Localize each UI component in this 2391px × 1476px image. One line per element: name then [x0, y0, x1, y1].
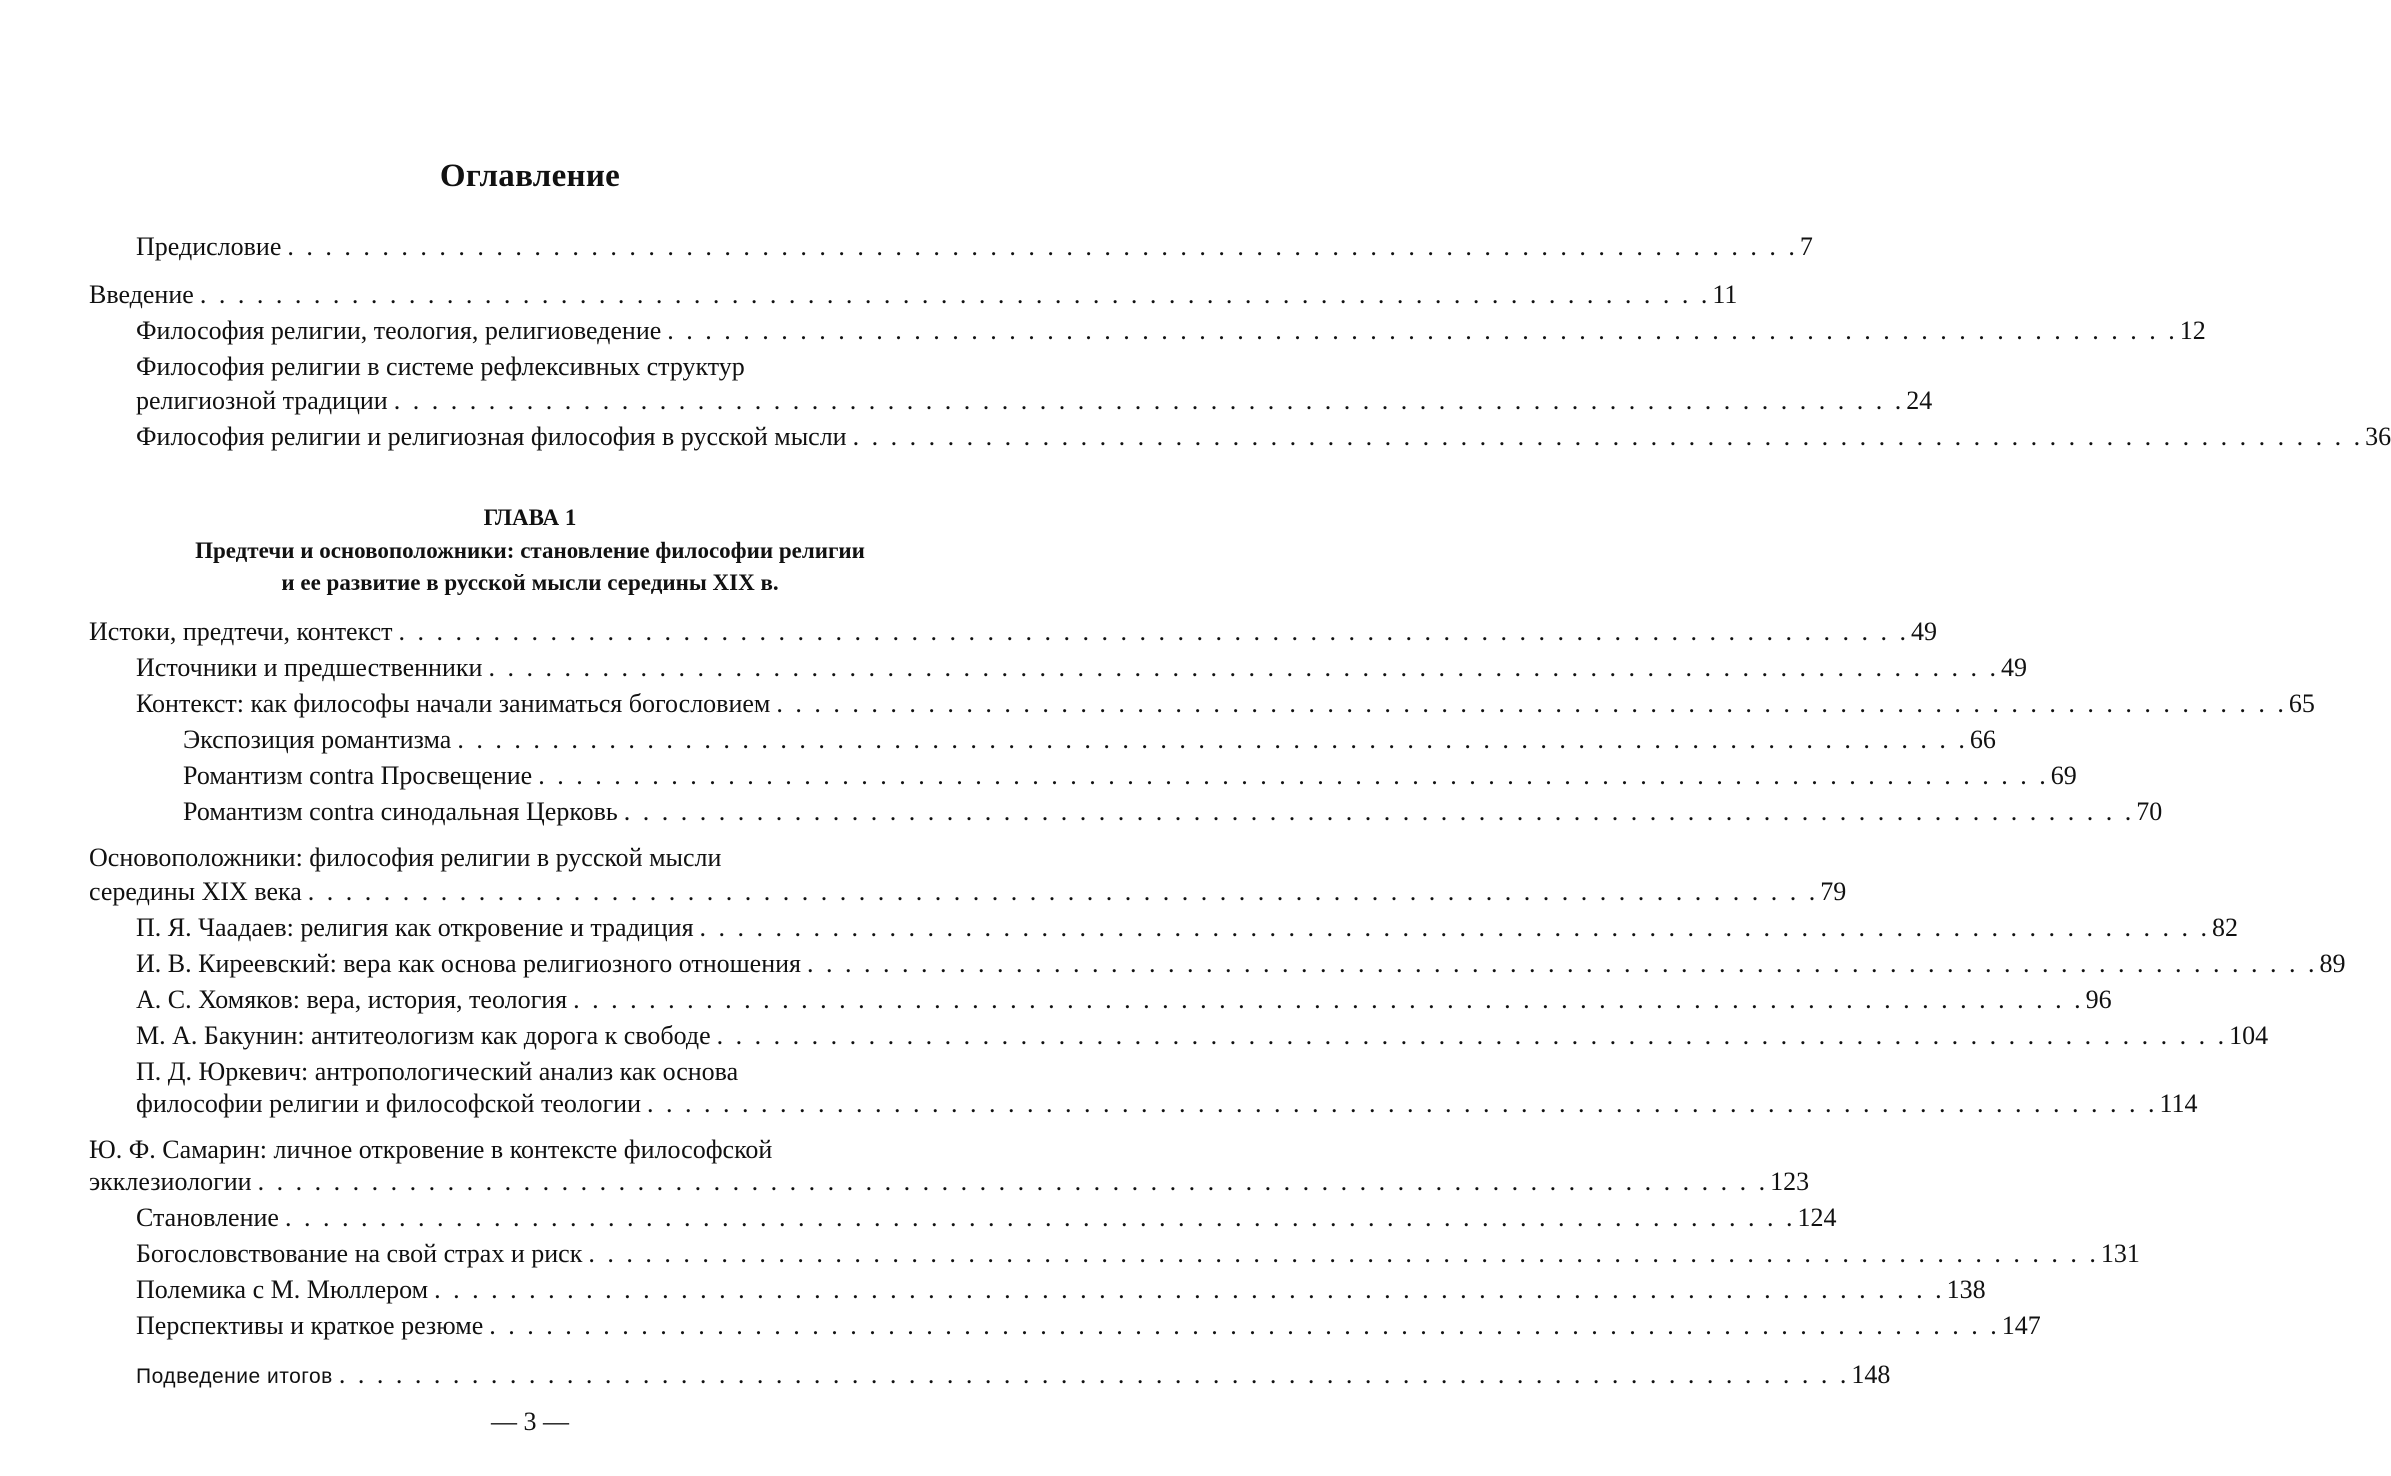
leader-dots: . . . . . . . . . . . . . . . . . . . . . . . . . . . . . . . . . . . . . . . . . . . . . . . . . . . . . . . . . . . . . . . . . . . . . . . . . . . . . . . . [667, 316, 2178, 345]
leader-dots: . . . . . . . . . . . . . . . . . . . . . . . . . . . . . . . . . . . . . . . . . . . . . . . . . . . . . . . . . . . . . . . . . . . . . . . . . . . . . . . . [284, 1203, 1796, 1232]
toc-entry-title: Философия религии, теология, религиоведение [136, 316, 662, 345]
toc-entry-page: 138 [1946, 1275, 1986, 1304]
toc-entry-title-line1[interactable]: Основоположники: философия религии в русской мысли [89, 843, 722, 872]
leader-dots: . . . . . . . . . . . . . . . . . . . . . . . . . . . . . . . . . . . . . . . . . . . . . . . . . . . . . . . . . . . . . . . . . . . . . . . . . . . . . . . . [647, 1089, 2158, 1118]
toc-entry[interactable] [136, 1309, 2041, 1343]
leader-dots: . . . . . . . . . . . . . . . . . . . . . . . . . . . . . . . . . . . . . . . . . . . . . . . . . . . . . . . . . . . . . . . . . . . . . . . . . . . . . . . . [699, 913, 2211, 942]
toc-entry[interactable] [136, 1201, 1837, 1235]
toc-entry-page: 24 [1906, 386, 1933, 415]
toc-entry-title: Предисловие [136, 232, 282, 261]
toc-entry[interactable] [183, 795, 2163, 829]
toc-entry[interactable] [136, 651, 2027, 685]
leader-dots: . . . . . . . . . . . . . . . . . . . . . . . . . . . . . . . . . . . . . . . . . . . . . . . . . . . . . . . . . . . . . . . . . . . . . . . . . . . . . . . . [393, 386, 1905, 415]
toc-entry-page: 69 [2050, 761, 2077, 790]
leader-dots: . . . . . . . . . . . . . . . . . . . . . . . . . . . . . . . . . . . . . . . . . . . . . . . . . . . . . . . . . . . . . . . . . . . . . . . . . . . . . . . . [538, 761, 2049, 790]
page-title: Оглавление [439, 158, 621, 194]
toc-entry[interactable] [136, 911, 2239, 945]
toc-entry-title: религиозной традиции [136, 386, 388, 415]
toc-entry-page: 96 [2085, 985, 2112, 1014]
toc-entry-preface[interactable] [136, 230, 1813, 264]
toc-entry-page: 70 [2136, 797, 2163, 826]
toc-entry[interactable] [89, 615, 1937, 649]
toc-entry-title: Источники и предшественники [136, 653, 483, 682]
toc-entry-page: 147 [2001, 1311, 2041, 1340]
toc-entry-page: 49 [2000, 653, 2027, 682]
leader-dots: . . . . . . . . . . . . . . . . . . . . . . . . . . . . . . . . . . . . . . . . . . . . . . . . . . . . . . . . . . . . . . . . . . . . . . . . . . . . . . . . [716, 1021, 2228, 1050]
toc-entry[interactable] [136, 420, 2391, 454]
page-number: — 3 — [491, 1407, 569, 1436]
leader-dots: . . . . . . . . . . . . . . . . . . . . . . . . . . . . . . . . . . . . . . . . . . . . . . . . . . . . . . . . . . . . . . . . . . . . . . . . . . . . . . . . [257, 1167, 1769, 1196]
toc-entry-page: 89 [2319, 949, 2346, 978]
toc-entry[interactable] [89, 1165, 1810, 1199]
toc-entry-title: Подведение итогов [136, 1365, 333, 1388]
toc-entry-title: Введение [89, 280, 194, 309]
leader-dots: . . . . . . . . . . . . . . . . . . . . . . . . . . . . . . . . . . . . . . . . . . . . . . . . . . . . . . . . . . . . . . . . . . . . . . . . . . . . . . . . [199, 280, 1711, 309]
toc-entry-page: 7 [1799, 232, 1813, 261]
toc-entry[interactable] [136, 947, 2346, 981]
leader-dots: . . . . . . . . . . . . . . . . . . . . . . . . . . . . . . . . . . . . . . . . . . . . . . . . . . . . . . . . . . . . . . . . . . . . . . . . . . . . . . . . [457, 725, 1968, 754]
toc-entry[interactable] [136, 384, 1933, 418]
leader-dots: . . . . . . . . . . . . . . . . . . . . . . . . . . . . . . . . . . . . . . . . . . . . . . . . . . . . . . . . . . . . . . . . . . . . . . . . . . . . . . . . [623, 797, 2135, 826]
leader-dots: . . . . . . . . . . . . . . . . . . . . . . . . . . . . . . . . . . . . . . . . . . . . . . . . . . . . . . . . . . . . . . . . . . . . . . . . . . . . . . . . [488, 653, 1999, 682]
toc-entry-page: 49 [1910, 617, 1937, 646]
toc-entry[interactable] [183, 723, 1996, 757]
toc-entry-title: А. С. Хомяков: вера, история, теология [136, 985, 568, 1014]
toc-entry[interactable] [136, 687, 2315, 721]
leader-dots: . . . . . . . . . . . . . . . . . . . . . . . . . . . . . . . . . . . . . . . . . . . . . . . . . . . . . . . . . . . . . . . . . . . . . . . . . . . . . . . . [434, 1275, 1945, 1304]
toc-entry-title: Романтизм contra синодальная Церковь [183, 797, 618, 826]
toc-entry[interactable] [136, 1273, 1986, 1307]
toc-entry-title: Истоки, предтечи, контекст [89, 617, 393, 646]
toc-entry[interactable] [136, 1237, 2140, 1271]
toc-entry-page: 66 [1969, 725, 1996, 754]
toc-entry-title-line1[interactable]: Ю. Ф. Самарин: личное откровение в контексте философской [89, 1135, 773, 1164]
toc-entry-page: 11 [1712, 280, 1738, 309]
toc-entry-page: 131 [2100, 1239, 2140, 1268]
toc-entry-title: Полемика с М. Мюллером [136, 1275, 429, 1304]
toc-entry-page: 36 [2365, 422, 2391, 451]
toc-entry-title: Богословствование на свой страх и риск [136, 1239, 583, 1268]
toc-entry[interactable] [136, 1087, 2198, 1121]
leader-dots: . . . . . . . . . . . . . . . . . . . . . . . . . . . . . . . . . . . . . . . . . . . . . . . . . . . . . . . . . . . . . . . . . . . . . . . . . . . . . . . . [573, 985, 2084, 1014]
leader-dots: . . . . . . . . . . . . . . . . . . . . . . . . . . . . . . . . . . . . . . . . . . . . . . . . . . . . . . . . . . . . . . . . . . . . . . . . . . . . . . . . [806, 949, 2318, 978]
toc-entry-title-line1[interactable]: П. Д. Юркевич: антропологический анализ как основа [136, 1057, 739, 1086]
toc-entry[interactable] [183, 759, 2077, 793]
toc-entry-title: Контекст: как философы начали заниматься богословием [136, 689, 771, 718]
toc-entry-page: 148 [1851, 1360, 1891, 1389]
toc-entry[interactable] [89, 875, 1847, 909]
leader-dots: . . . . . . . . . . . . . . . . . . . . . . . . . . . . . . . . . . . . . . . . . . . . . . . . . . . . . . . . . . . . . . . . . . . . . . . . . . . . . . . . [852, 422, 2364, 451]
chapter-label: ГЛАВА 1 [483, 505, 577, 530]
leader-dots: . . . . . . . . . . . . . . . . . . . . . . . . . . . . . . . . . . . . . . . . . . . . . . . . . . . . . . . . . . . . . . . . . . . . . . . . . . . . . . . . [307, 877, 1819, 906]
chapter-heading-line1: Предтечи и основоположники: становление философии религии [195, 538, 865, 563]
toc-entry-title: М. А. Бакунин: антитеологизм как дорога к свободе [136, 1021, 711, 1050]
toc-entry-page: 123 [1770, 1167, 1810, 1196]
leader-dots: . . . . . . . . . . . . . . . . . . . . . . . . . . . . . . . . . . . . . . . . . . . . . . . . . . . . . . . . . . . . . . . . . . . . . . . . . . . . . . . . [489, 1311, 2000, 1340]
toc-entry-title: середины XIX века [89, 877, 302, 906]
toc-entry-title: Становление [136, 1203, 279, 1232]
toc-entry-title: философии религии и философской теологии [136, 1089, 641, 1118]
toc-entry-page: 124 [1797, 1203, 1837, 1232]
toc-entry-page: 114 [2159, 1089, 2198, 1118]
toc-entry-page: 12 [2179, 316, 2206, 345]
toc-entry-title-line1[interactable]: Философия религии в системе рефлексивных структур [136, 352, 745, 381]
toc-entry-title: Экспозиция романтизма [183, 725, 452, 754]
toc-entry-title: П. Я. Чаадаев: религия как откровение и традиция [136, 913, 694, 942]
toc-entry-page: 79 [1820, 877, 1847, 906]
leader-dots: . . . . . . . . . . . . . . . . . . . . . . . . . . . . . . . . . . . . . . . . . . . . . . . . . . . . . . . . . . . . . . . . . . . . . . . . . . . . . . . . [338, 1360, 1850, 1389]
toc-entry-title: Романтизм contra Просвещение [183, 761, 533, 790]
toc-entry-introduction[interactable] [89, 278, 1738, 312]
toc-entry-title: экклезиологии [89, 1167, 252, 1196]
toc-entry[interactable] [136, 1019, 2269, 1053]
toc-entry-page: 82 [2212, 913, 2239, 942]
leader-dots: . . . . . . . . . . . . . . . . . . . . . . . . . . . . . . . . . . . . . . . . . . . . . . . . . . . . . . . . . . . . . . . . . . . . . . . . . . . . . . . . [398, 617, 1909, 646]
toc-entry-title: И. В. Киреевский: вера как основа религиозного отношения [136, 949, 801, 978]
toc-entry[interactable] [136, 983, 2112, 1017]
toc-entry-title: Философия религии и религиозная философия в русской мысли [136, 422, 847, 451]
toc-entry[interactable] [136, 314, 2206, 348]
chapter-heading-line2: и ее развитие в русской мысли середины XIX в. [281, 570, 779, 595]
toc-entry-title: Перспективы и краткое резюме [136, 1311, 484, 1340]
toc-entry-page: 65 [2288, 689, 2315, 718]
leader-dots: . . . . . . . . . . . . . . . . . . . . . . . . . . . . . . . . . . . . . . . . . . . . . . . . . . . . . . . . . . . . . . . . . . . . . . . . . . . . . . . . [287, 232, 1798, 261]
toc-entry-page: 104 [2229, 1021, 2269, 1050]
leader-dots: . . . . . . . . . . . . . . . . . . . . . . . . . . . . . . . . . . . . . . . . . . . . . . . . . . . . . . . . . . . . . . . . . . . . . . . . . . . . . . . . [588, 1239, 2099, 1268]
leader-dots: . . . . . . . . . . . . . . . . . . . . . . . . . . . . . . . . . . . . . . . . . . . . . . . . . . . . . . . . . . . . . . . . . . . . . . . . . . . . . . . . [776, 689, 2287, 718]
toc-entry-conclusion[interactable] [136, 1358, 1891, 1392]
